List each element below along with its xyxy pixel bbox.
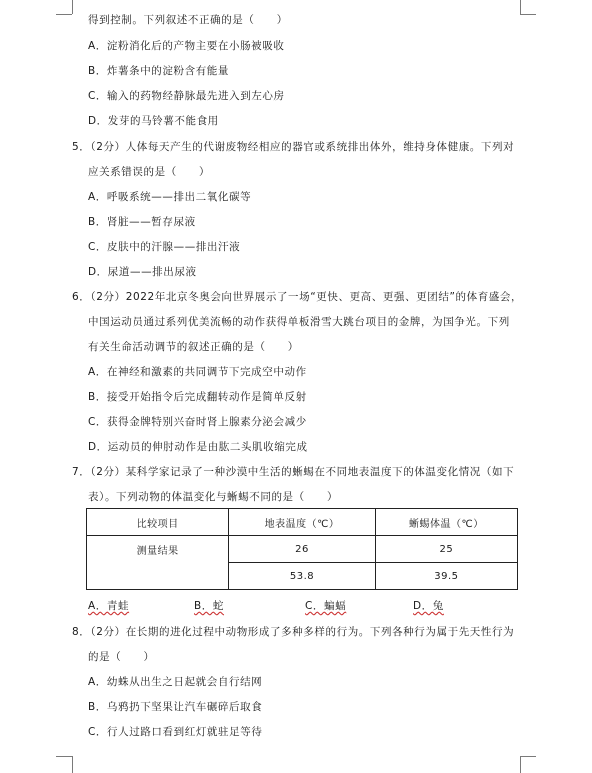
crop-mark-top-right-h	[520, 14, 536, 15]
crop-mark-bottom-left	[60, 756, 73, 773]
answer-option	[88, 38, 284, 53]
lizard-temperature-table	[86, 508, 518, 590]
answer-option	[88, 414, 307, 429]
question-stem	[72, 464, 514, 479]
table-row-label: 测量结果	[87, 536, 229, 590]
answer-option	[88, 63, 229, 78]
answer-option	[88, 674, 262, 689]
question-stem	[72, 139, 514, 154]
line-text: 表）。下列动物的体温变化与蜥蜴不同的是（ ）	[88, 491, 339, 503]
answer-option	[88, 88, 285, 103]
answer-option	[88, 724, 262, 739]
answer-option	[88, 239, 240, 254]
line-text: 6．（2分）2022年北京冬奥会向世界展示了一场“更快、更高、更强、更团结”的体育盛会，	[72, 291, 523, 303]
line-text: A．淀粉消化后的产物主要在小肠被吸收	[88, 40, 285, 52]
line-text: D．发芽的马铃薯不能食用	[88, 115, 219, 127]
line-text: 应关系错误的是（ ）	[88, 166, 211, 178]
line-text: 8．（2分）在长期的进化过程中动物形成了多种多样的行为。下列各种行为属于先天性行为	[72, 626, 515, 638]
question-stem	[72, 289, 522, 304]
answer-option	[88, 699, 262, 714]
line-text: B．乌鸦扔下坚果让汽车碾碎后取食	[88, 701, 263, 713]
answer-option-a: A．青蛙	[88, 600, 130, 612]
answer-option	[88, 113, 219, 128]
line-text: 7．（2分）某科学家记录了一种沙漠中生活的蜥蜴在不同地表温度下的体温变化情况（如下	[72, 466, 515, 478]
line-text: 5．（2分）人体每天产生的代谢废物经相应的器官或系统排出体外，维持身体健康。下列对	[72, 141, 515, 153]
answer-option-d: D．兔	[413, 600, 444, 612]
question-continuation	[88, 339, 299, 354]
question-continuation	[88, 314, 510, 329]
answer-option	[88, 214, 196, 229]
table-header-row	[87, 509, 518, 536]
question-continuation	[88, 489, 338, 504]
crop-mark-bottom-right-h	[520, 756, 536, 757]
answer-option	[88, 264, 197, 279]
line-text: C．获得金牌特别兴奋时肾上腺素分泌会减少	[88, 416, 307, 428]
crop-mark-top-left	[60, 0, 73, 14]
line-text: C．输入的药物经静脉最先进入到左心房	[88, 90, 285, 102]
line-text: B．接受开始指令后完成翻转动作是简单反射	[88, 391, 307, 403]
answer-option	[88, 439, 308, 454]
line-text: B．肾脏——暂存尿液	[88, 216, 196, 228]
answer-option	[88, 364, 307, 379]
question-continuation	[88, 164, 210, 179]
line-text: A．呼吸系统——排出二氧化碳等	[88, 191, 252, 203]
answer-option-b: B．蛇	[194, 600, 225, 612]
answer-option-c: C．蝙蝠	[305, 600, 347, 612]
line-text: 中国运动员通过系列优美流畅的动作获得单板滑雪大跳台项目的金牌，为国争光。下列	[88, 316, 510, 328]
table-header-cell: 地表温度（℃）	[229, 509, 376, 536]
table-cell: 26	[229, 536, 376, 563]
line-text: A．在神经和激素的共同调节下完成空中动作	[88, 366, 307, 378]
answer-option	[88, 189, 251, 204]
question-continuation	[88, 649, 155, 664]
line-text: D．尿道——排出尿液	[88, 266, 197, 278]
table-header-cell: 蜥蜴体温（℃）	[375, 509, 517, 536]
line-text: C．皮肤中的汗腺——排出汗液	[88, 241, 241, 253]
line-text: D．运动员的伸肘动作是由肱二头肌收缩完成	[88, 441, 308, 453]
crop-mark-top-right	[520, 0, 533, 14]
table-cell: 39.5	[375, 563, 517, 590]
line-text: 的是（ ）	[88, 651, 155, 663]
table-header-cell: 比较项目	[87, 509, 229, 536]
line-text: 得到控制。下列叙述不正确的是（ ）	[88, 14, 288, 26]
table-cell: 25	[375, 536, 517, 563]
line-text: C．行人过路口看到红灯就驻足等待	[88, 726, 263, 738]
question-stem	[72, 624, 514, 639]
crop-mark-top-left-h	[56, 14, 72, 15]
answer-option	[88, 389, 307, 404]
line-text: A．幼蛛从出生之日起就会自行结网	[88, 676, 263, 688]
table-cell: 53.8	[229, 563, 376, 590]
line-text: 有关生命活动调节的叙述正确的是（ ）	[88, 341, 299, 353]
crop-mark-bottom-right	[520, 756, 533, 773]
table-row	[87, 536, 518, 563]
crop-mark-bottom-left-h	[56, 756, 72, 757]
line-text: B．炸薯条中的淀粉含有能量	[88, 65, 230, 77]
question-continuation	[88, 12, 288, 27]
